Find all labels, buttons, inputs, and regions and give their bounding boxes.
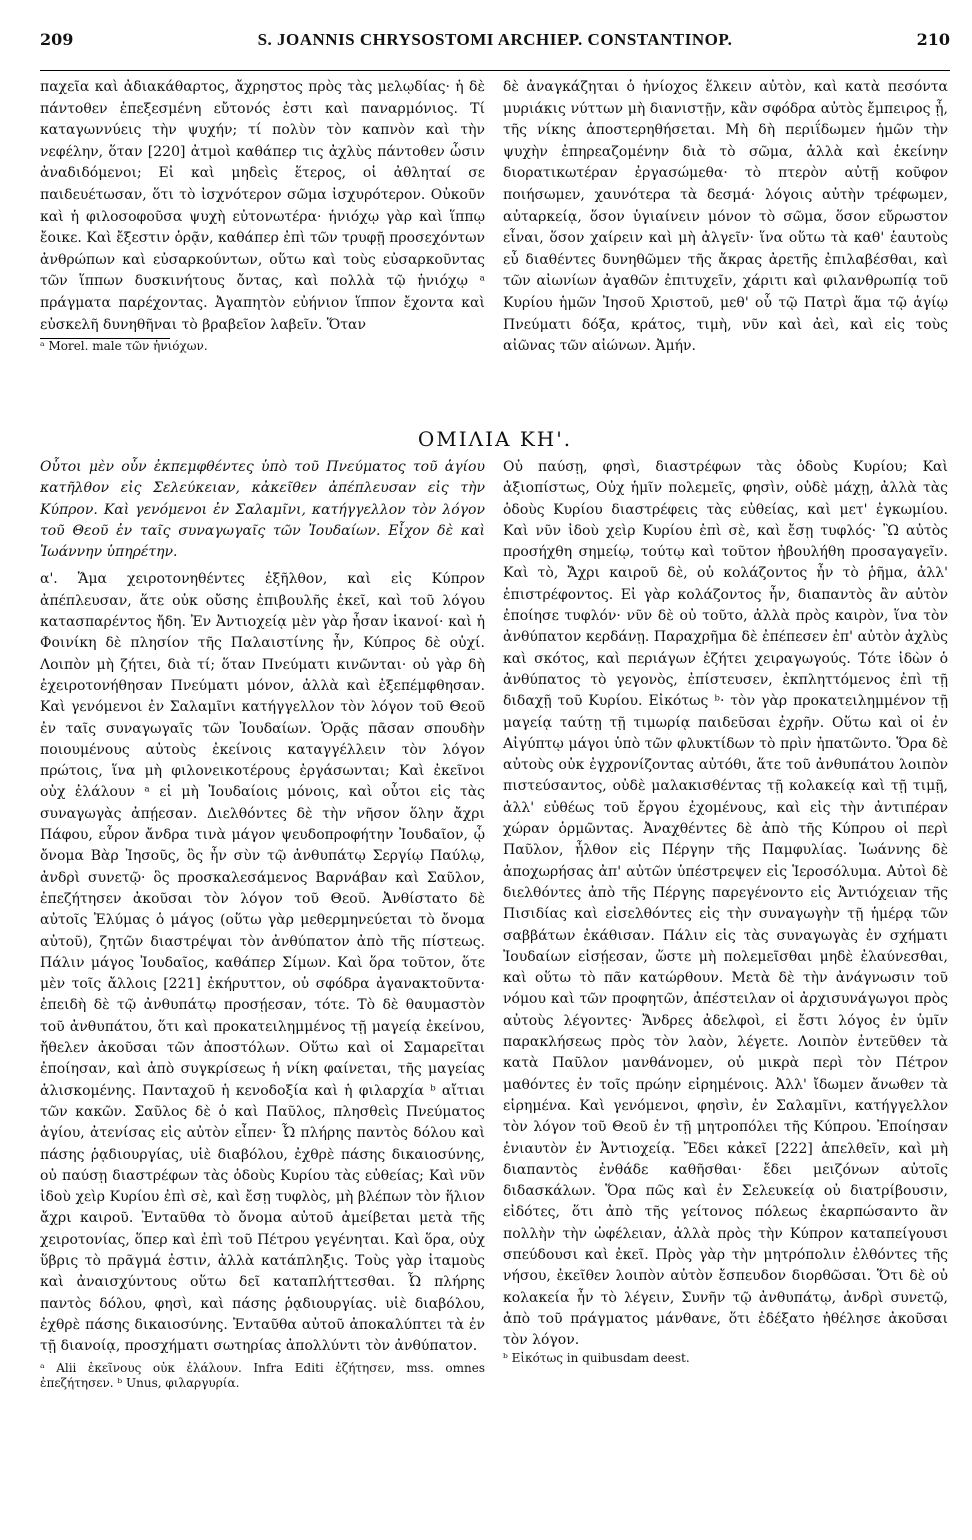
upper-left-column [40, 77, 485, 419]
page-number-left: 209 [40, 30, 74, 49]
lower-right-footnote: ᵇ Εἰκότως in quibusdam deest. [503, 1351, 690, 1366]
homily-title: ΟΜΙΛΙΑ ΚΗ'. [417, 427, 573, 451]
page-number-right: 210 [916, 30, 950, 49]
lower-columns [40, 457, 950, 1391]
running-header [40, 30, 950, 71]
upper-right-text: δὲ ἀναγκάζηται ὁ ἡνίοχος ἕλκειν αὐτὸν, καὶ κατὰ πεσόντα μυριάκις νύττων μὴ διανιστῇν, κἂν σφόδρα αὐτὸς ἔμπειρος ᾖ, τῆς νίκης ἀποστερηθήσεται. Μὴ δὴ περιΐδωμεν ἡμῶν τὴν ψυχὴν ἐπηρεαζομένην διὰ τὸ σῶμα, ἀλλὰ καὶ ἐκείνην διορατικωτέραν ἐργασώμεθα· τὸ πτερὸν αὐτῇ κοῦφον ποιήσωμεν, χαυνότερα τὰ δεσμά· λόγοις αὐτὴν τρέφωμεν, αὐταρκείᾳ, ὅσον ὑγιαίνειν μόνον τὸ σῶμα, ὅσον εὔρωστον εἶναι, ὅσον χαίρειν καὶ μὴ ἀλγεῖν· ἵνα οὕτω τὰ καθ' ἑαυτοὺς εὖ διαθέντες δυνηθῶμεν τῆς ἄκρας ἀρετῆς ἐπιλαβέσθαι, καὶ τῶν αἰωνίων ἀγαθῶν ἐπιτυχεῖν, χάριτι καὶ φιλανθρωπίᾳ τοῦ Κυρίου ἡμῶν Ἰησοῦ Χριστοῦ, μεθ' οὗ τῷ Πατρὶ ἅμα τῷ ἁγίῳ Πνεύματι δόξα, κράτος, τιμὴ, νῦν καὶ ἀεὶ, καὶ εἰς τοὺς αἰῶνας τῶν αἰώνων. Ἀμήν. [503, 79, 948, 355]
running-title: S. JOANNIS CHRYSOSTOMI ARCHIEP. CONSTANTINOP. [257, 30, 733, 49]
lower-left-text: α'. Ἅμα χειροτονηθέντες ἐξῆλθον, καὶ εἰς Κύπρον ἀπέπλευσαν, ἅτε οὐκ οὔσης ἐπιβουλῆς ἐκεῖ, καὶ τοῦ λόγου κατασπαρέντος ἤδη. Ἐν Ἀντιοχείᾳ μὲν γὰρ ἦσαν ἱκανοί· καὶ ἡ Φοινίκη δὲ πλησίον τῆς Παλαιστίνης ἦν, Κύπρος δὲ οὐχί. Λοιπὸν μὴ ζήτει, διὰ τί; ὅταν Πνεύματι κινῶνται· οὐ γὰρ δὴ ἐχειροτονήθησαν Πνεύματι μόνον, ἀλλὰ καὶ ἐξεπέμφθησαν. Καὶ γενόμενοι ἐν Σαλαμῖνι κατήγγελλον τὸν λόγον τοῦ Θεοῦ ἐν ταῖς συναγωγαῖς τῶν Ἰουδαίων. Ὁρᾷς πᾶσαν σπουδὴν ποιουμένους αὐτοὺς ἐκείνοις καταγγέλλειν τὸν λόγον πρώτοις, ἵνα μὴ φιλονεικοτέρους ἐργάσωνται; Καὶ ἐκεῖνοι οὐχ ἐλάλουν ᵃ εἰ μὴ Ἰουδαίοις μόνοις, καὶ οὗτοι εἰς τὰς συναγωγὰς ἀπῄεσαν. Διελθόντες δὲ τὴν νῆσον ὅλην ἄχρι Πάφου, εὗρον ἄνδρα τινὰ μάγον ψευδοπροφήτην Ἰουδαῖον, ᾧ ὄνομα Βὰρ Ἰησοῦς, ὃς ἦν σὺν τῷ ἀνθυπάτῳ Σεργίῳ Παύλῳ, ἀνδρὶ συνετῷ· ὃς προσκαλεσάμενος Βαρνάβαν καὶ Σαῦλον, ἐπεζήτησεν ἀκοῦσαι τὸν λόγον τοῦ Θεοῦ. Ἀνθίστατο δὲ αὐτοῖς Ἐλύμας ὁ μάγος (οὕτω γὰρ μεθερμηνεύεται τὸ ὄνομα αὐτοῦ), ζητῶν διαστρέψαι τὸν ἀνθύπατον ἀπὸ τῆς πίστεως. Πάλιν μάγος Ἰουδαῖος, καθάπερ Σίμων. Καὶ ὅρα τοῦτον, ὅτε μὲν τοῖς ἄλλοις [221] ἐκήρυττον, οὐ σφόδρα ἀγανακτοῦντα· ἐπειδὴ δὲ τῷ ἀνθυπάτῳ προσῄεσαν, τότε. Τὸ δὲ θαυμαστὸν τοῦ ἀνθυπάτου, ὅτι καὶ προκατειλημμένος τῇ μαγείᾳ ἐκείνου, ἤθελεν ἀκοῦσαι τῶν ἀποστόλων. Οὕτω καὶ οἱ Σαμαρεῖται ἐποίησαν, καὶ ἀπὸ συγκρίσεως ἡ νίκη φαίνεται, τῆς μαγείας ἁλισκομένης. Πανταχοῦ ἡ κενοδοξία καὶ ἡ φιλαρχία ᵇ αἴτιαι τῶν κακῶν. Σαῦλος δὲ ὁ καὶ Παῦλος, πλησθεὶς Πνεύματος ἁγίου, ἀτενίσας εἰς αὐτὸν εἶπεν· Ὦ πλήρης παντὸς δόλου καὶ πάσης ῥᾳδιουργίας, υἱὲ διαβόλου, ἐχθρὲ πάσης δικαιοσύνης, οὐ παύσῃ διαστρέφων τὰς ὁδοὺς Κυρίου τὰς εὐθείας; Καὶ νῦν ἰδοὺ χεὶρ Κυρίου ἐπὶ σὲ, καὶ ἔσῃ τυφλὸς, μὴ βλέπων τὸν ἥλιον ἄχρι καιροῦ. Ἐνταῦθα τὸ ὄνομα αὐτοῦ ἀμείβεται μετὰ τῆς χειροτονίας, ὅπερ καὶ ἐπὶ τοῦ Πέτρου γεγένηται. Καὶ ὅρα, οὐχ ὕβρις τὸ πρᾶγμά ἐστιν, ἀλλὰ κατάπληξις. Τοὺς γὰρ ἰταμοὺς καὶ ἀναισχύντους οὕτω δεῖ καταπλήττεσθαι. Ὦ πλήρης παντὸς δόλου, φησὶ, καὶ πάσης ῥᾳδιουργίας. υἱὲ διαβόλου, ἐχθρὲ πάσης δικαιοσύνης. Ἐνταῦθα αὐτοῦ ἀποκαλύπτει τὰ ἐν τῇ διανοίᾳ, προσχήματι σωτηρίας ἀπολλύντι τὸν ἀνθύπατον. [40, 571, 485, 1355]
upper-left-text: παχεῖα καὶ ἀδιακάθαρτος, ἄχρηστος πρὸς τὰς μελῳδίας· ἡ δὲ πάντοθεν ἐπεξεσμένη εὔτονός ἐστι καὶ παναρμόνιος. Τί καταγωννύεις τὴν ψυχήν; τί πολὺν τὸν καπνὸν καὶ τὴν νεφέλην, ὅταν [220] ἀτμοὶ καθάπερ τις ἀχλὺς πάντοθεν ὦσιν ἀναδιδόμενοι; Εἰ καὶ μηδεὶς ἕτερος, οἱ ἀθληταί σε παιδευέτωσαν, ὅτι τὸ ἰσχνότερον σῶμα ἰσχυρότερον. Οὐκοῦν καὶ ἡ φιλοσοφοῦσα ψυχὴ εὐτονωτέρα· ἡνιόχῳ γὰρ καὶ ἵππῳ ἔοικε. Καὶ ἔξεστιν ὁρᾷν, καθάπερ ἐπὶ τῶν τρυφῇ προσεχόντων ἀνθρώπων καὶ εὐσαρκούντων, οὕτω καὶ τοὺς εὐσαρκοῦντας τῶν ἵππων δυσκινήτους ὄντας, καὶ πολλὰ τῷ ἡνιόχῳ ᵃ πράγματα παρέχοντας. Ἀγαπητὸν εὐήνιον ἵππον ἔχοντα καὶ εὐσκελῆ δυνηθῆναι τὸ βραβεῖον λαβεῖν. Ὅταν [40, 79, 485, 333]
lower-left-footnotes [40, 1361, 485, 1391]
upper-columns [40, 77, 950, 419]
scripture-lemma: Οὗτοι μὲν οὖν ἐκπεμφθέντες ὑπὸ τοῦ Πνεύματος τοῦ ἁγίου κατῆλθον εἰς Σελεύκειαν, κἀκεῖθεν ἀπέπλευσαν εἰς τὴν Κύπρον. Καὶ γενόμενοι ἐν Σαλαμῖνι, κατήγγελλον τὸν λόγον τοῦ Θεοῦ ἐν ταῖς συναγωγαῖς τῶν Ἰουδαίων. Εἶχον δὲ καὶ Ἰωάννην ὑπηρέτην. [40, 459, 485, 561]
lower-right-column [503, 457, 948, 1391]
lower-right-text: Οὐ παύσῃ, φησὶ, διαστρέφων τὰς ὁδοὺς Κυρίου; Καὶ ἀξιοπίστως, Οὐχ ἡμῖν πολεμεῖς, φησὶν, οὐδὲ μάχῃ, ἀλλὰ τὰς ὁδοὺς Κυρίου διαστρέφεις τὰς εὐθείας, καὶ μετ' ἐγκωμίου. Καὶ νῦν ἰδοὺ χεὶρ Κυρίου ἐπὶ σὲ, καὶ ἔσῃ τυφλός· Ὢ αὐτὸς προσήχθη σημείῳ, τούτῳ καὶ τοῦτον ἠβουλήθη προσαγαγεῖν. Καὶ τὸ, Ἄχρι καιροῦ δὲ, οὐ κολάζοντος ἦν τὸ ῥῆμα, ἀλλ' ἐπιστρέφοντος. Εἰ γὰρ κολάζοντος ἦν, διαπαντὸς ἂν αὐτὸν ἐποίησε τυφλόν· νῦν δὲ οὐ τοῦτο, ἀλλὰ πρὸς καιρὸν, ἵνα τὸν ἀνθύπατον κερδάνῃ. Παραχρῆμα δὲ ἐπέπεσεν ἐπ' αὐτὸν ἀχλὺς καὶ σκότος, καὶ περιάγων ἐζήτει χειραγωγούς. Τότε ἰδὼν ὁ ἀνθύπατος τὸ γεγονὸς, ἐπίστευσεν, ἐκπληττόμενος ἐπὶ τῇ διδαχῇ τοῦ Κυρίου. Εἰκότως ᵇ· τὸν γὰρ προκατειλημμένον τῇ μαγείᾳ ταύτῃ τῇ τιμωρίᾳ παιδεῦσαι ἐχρῆν. Οὕτω καὶ οἱ ἐν Αἰγύπτῳ μάγοι ὑπὸ τῶν φλυκτίδων τὸ πρὶν ἠπατῶντο. Ὅρα δὲ αὐτοὺς οὐκ ἐγχρονίζοντας αὐτόθι, ἅτε τοῦ ἀνθυπάτου λοιπὸν πιστεύσαντος, οὐδὲ μαλακισθέντας τῇ κολακείᾳ καὶ τῇ τιμῇ, ἀλλ' εὐθέως τοῦ ἔργου ἐχομένους, καὶ εἰς τὴν ἀντιπέραν χώραν ὁρμῶντας. Ἀναχθέντες δὲ ἀπὸ τῆς Κύπρου οἱ περὶ Παῦλον, ἦλθον εἰς Πέργην τῆς Παμφυλίας. Ἰωάννης δὲ ἀποχωρήσας ἀπ' αὐτῶν ὑπέστρεψεν εἰς Ἱεροσόλυμα. Αὐτοὶ δὲ διελθόντες ἀπὸ τῆς Πέργης παρεγένοντο εἰς Ἀντιόχειαν τῆς Πισιδίας καὶ εἰσελθόντες εἰς τὴν συναγωγὴν τῇ ἡμέρᾳ τῶν σαββάτων ἐκάθισαν. Πάλιν εἰς τὰς συναγωγὰς ἐν σχήματι Ἰουδαίων εἰσῄεσαν, ὥστε μὴ πολεμεῖσθαι μηδὲ ἐλαύνεσθαι, καὶ οὕτω τὸ πᾶν κατώρθουν. Μετὰ δὲ τὴν ἀνάγνωσιν τοῦ νόμου καὶ τῶν προφητῶν, ἀπέστειλαν οἱ ἀρχισυνάγωγοι πρὸς αὐτοὺς λέγοντες· Ἄνδρες ἀδελφοὶ, εἰ ἔστι λόγος ἐν ὑμῖν παρακλήσεως πρὸς τὸν λαὸν, λέγετε. Λοιπὸν ἐντεῦθεν τὰ κατὰ Παῦλον μανθάνομεν, οὐ μικρὰ περὶ τὸν Πέτρον μαθόντες ἐν τοῖς πρώην εἰρημένοις. Ἀλλ' ἴδωμεν ἄνωθεν τὰ εἰρημένα. Καὶ γενόμενοι, φησὶν, ἐν Σαλαμῖνι, κατήγγελλον τὸν λόγον τοῦ Θεοῦ ἐν τῇ μητροπόλει τῆς Κύπρου. Ἐποίησαν ἐνιαυτὸν ἐν Ἀντιοχείᾳ. Ἔδει κἀκεῖ [222] ἀπελθεῖν, καὶ μὴ διαπαντὸς ἐνθάδε καθῆσθαι· ἔδει μειζόνων αὐτοῖς διδασκάλων. Ὅρα πῶς καὶ ἐν Σελευκείᾳ οὐ διατρίβουσιν, εἰδότες, ὅτι ἀπὸ τῆς γείτονος πόλεως ἐκαρπώσαντο ἂν πολλὴν τὴν ὠφέλειαν, ἀλλὰ πρὸς τὴν Κύπρον καταπείγουσι σπεύδουσι καὶ ἐκεῖ. Πρὸς γὰρ τὴν μητρόπολιν ἐλθόντες τῆς νήσου, ἐκεῖθεν λοιπὸν αὐτὸν ἔσπευδον διορθῶσαι. Ὅτι δὲ οὐ κολακεία ἦν τὸ λέγειν, Συνῆν τῷ ἀνθυπάτῳ, ἀνδρὶ συνετῷ, ἀπὸ τοῦ πράγματος μάνθανε, ὅτι ἐδέξατο ἠθέλησε ἀκοῦσαι τὸν λόγον. [503, 459, 948, 1349]
footnote: ᵃ Alii ἐκεῖνους οὐκ ἐλάλουν. Infra Editi ἐζήτησεν, mss. omnes ἐπεζήτησεν. ᵇ Unus, φιλαργυρία. [40, 1361, 485, 1391]
upper-left-footnote: ᵃ Morel. male τῶν ἡνιόχων. [40, 339, 208, 354]
upper-right-column [503, 77, 948, 419]
lower-left-column [40, 457, 485, 1391]
